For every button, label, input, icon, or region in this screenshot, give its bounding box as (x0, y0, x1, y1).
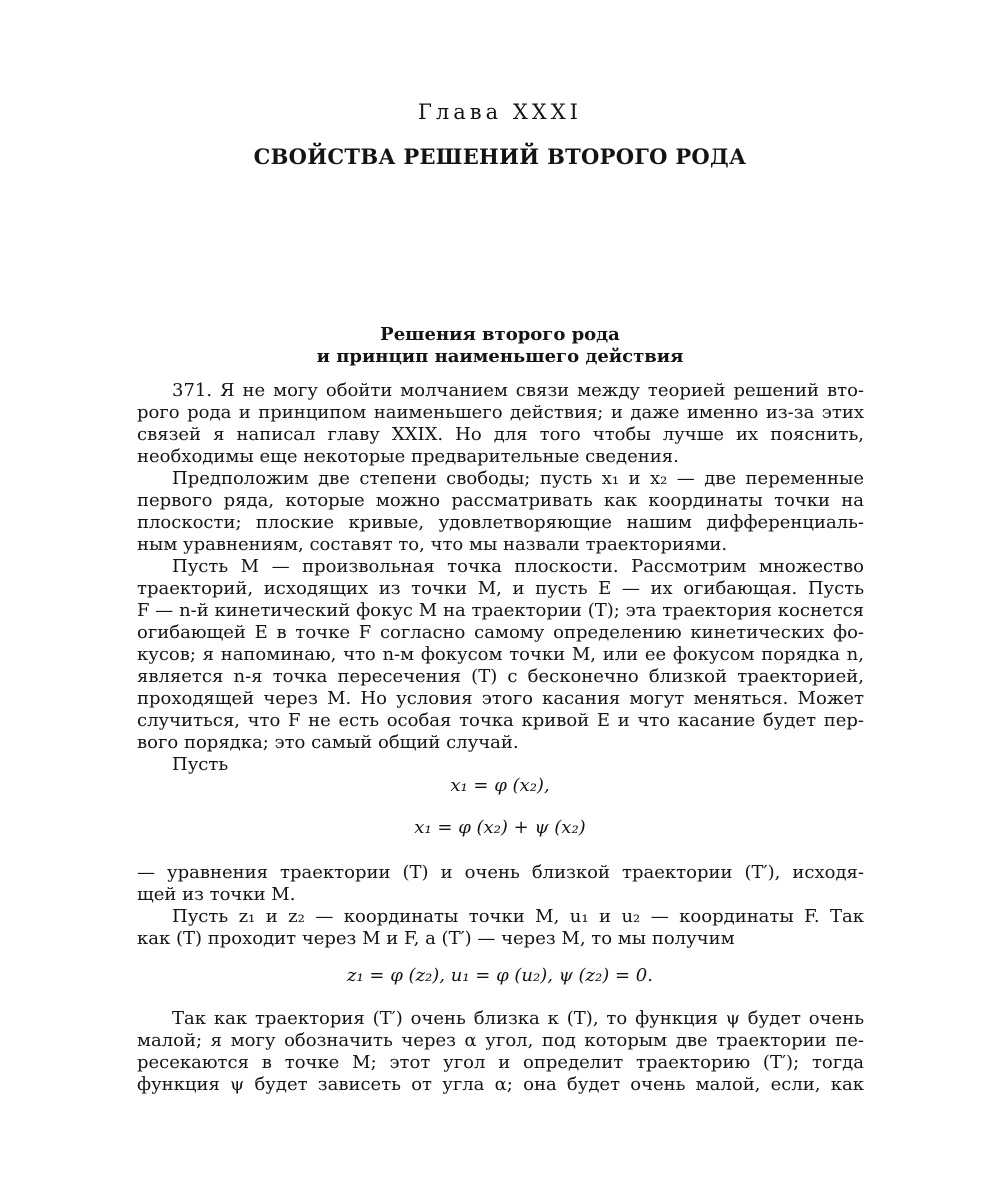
text-line: Пусть (172, 754, 229, 775)
text-line: 371. Я не могу обойти молчанием связи между теорией решений вто- (172, 380, 864, 401)
text-line: как (T) проходит через M и F, а (T′) — через M, то мы получим (137, 928, 735, 949)
text-line: траекторий, исходящих из точки M, и пусть E — их огибающая. Пусть (137, 578, 864, 599)
equation: x₁ = φ (x₂), (450, 775, 550, 796)
text-line: малой; я могу обозначить через α угол, под которым две траектории пе- (137, 1030, 864, 1051)
text-line: кусов; я напоминаю, что n-м фокусом точки M, или ее фокусом порядка n, (137, 644, 864, 665)
section-title-line: Решения второго рода (380, 324, 620, 345)
text-line: ным уравнениям, составят то, что мы назвали траекториями. (137, 534, 728, 555)
text-line: является n-я точка пересечения (T) с бесконечно близкой траекторией, (137, 666, 864, 687)
section-title-line: и принцип наименьшего действия (316, 346, 684, 367)
text-line: — уравнения траектории (T) и очень близкой траектории (T′), исходя- (137, 862, 864, 883)
text-line: ресекаются в точке M; этот угол и определит траекторию (T′); тогда (137, 1052, 864, 1073)
text-line: Пусть M — произвольная точка плоскости. Рассмотрим множество (172, 556, 864, 577)
chapter-label: Глава XXXI (418, 100, 582, 124)
text-line: Пусть z₁ и z₂ — координаты точки M, u₁ и u₂ — координаты F. Так (172, 906, 864, 927)
section-title (0, 324, 1000, 368)
text-line: рого рода и принципом наименьшего действия; и даже именно из-за этих (137, 402, 864, 423)
text-line: огибающей E в точке F согласно самому определению кинетических фо- (137, 622, 864, 643)
text-line: вого порядка; это самый общий случай. (137, 732, 519, 753)
text-line: случиться, что F не есть особая точка кривой E и что касание будет пер- (137, 710, 864, 731)
text-line: F — n-й кинетический фокус M на траектории (T); эта траектория коснется (137, 600, 864, 621)
text-line: первого ряда, которые можно рассматривать как координаты точки на (137, 490, 864, 511)
text-line: Так как траектория (T′) очень близка к (T), то функция ψ будет очень (172, 1008, 864, 1029)
text-line: щей из точки M. (137, 884, 296, 905)
text-line: необходимы еще некоторые предварительные сведения. (137, 446, 679, 467)
chapter-title: СВОЙСТВА РЕШЕНИЙ ВТОРОГО РОДА (253, 144, 747, 169)
equation: z₁ = φ (z₂), u₁ = φ (u₂), ψ (z₂) = 0. (347, 965, 653, 986)
text-line: связей я написал главу XXIX. Но для того чтобы лучше их пояснить, (137, 424, 864, 445)
equation: x₁ = φ (x₂) + ψ (x₂) (414, 817, 586, 838)
text-line: плоскости; плоские кривые, удовлетворяющие нашим дифференциаль- (137, 512, 864, 533)
text-line: Предположим две степени свободы; пусть x₁ и x₂ — две переменные (172, 468, 864, 489)
text-line: проходящей через M. Но условия этого касания могут меняться. Может (137, 688, 864, 709)
text-line: функция ψ будет зависеть от угла α; она будет очень малой, если, как (137, 1074, 864, 1095)
